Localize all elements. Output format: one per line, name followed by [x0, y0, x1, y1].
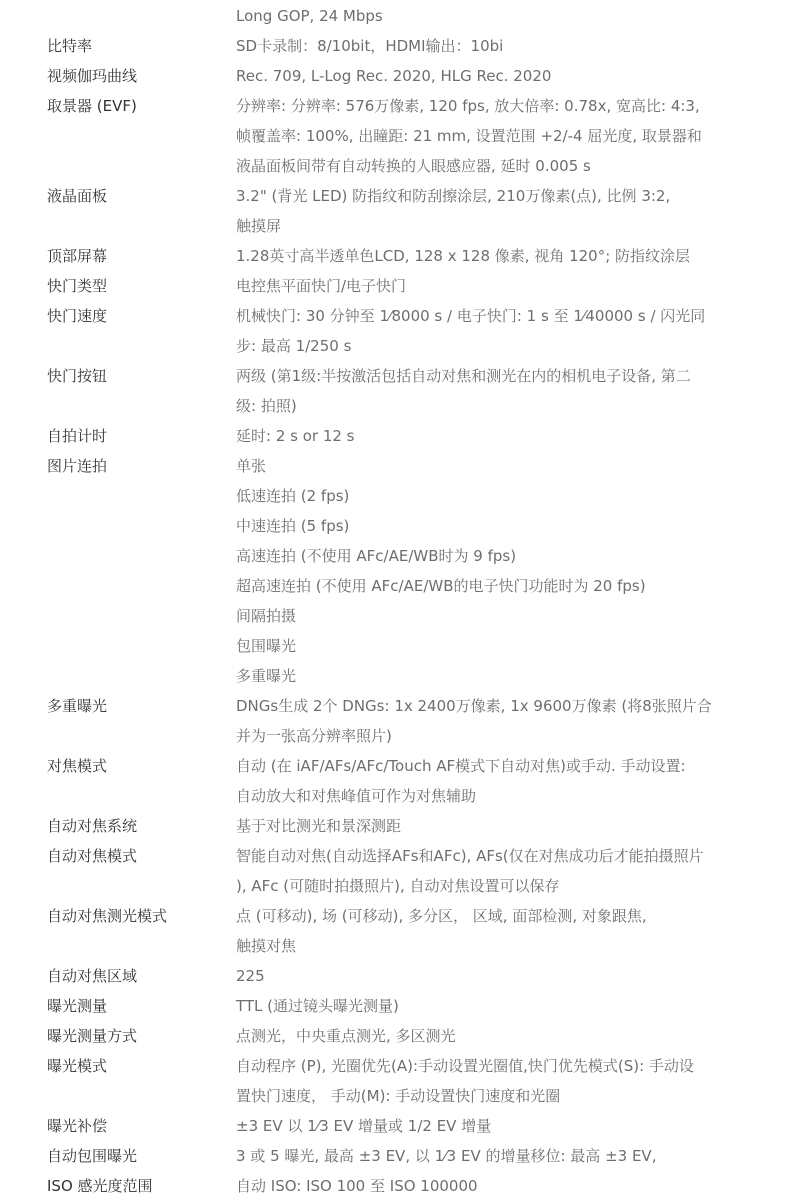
- spec-row: [0, 1051, 790, 1111]
- spec-label: 曝光测量方式: [47, 1027, 138, 1045]
- spec-value-line: 自动 (在 iAF/AFs/AFc/Touch AF模式下自动对焦)或手动. 手动设置:: [236, 757, 686, 775]
- spec-value: [236, 61, 766, 91]
- spec-value-line: SD卡录制：8/10bit，HDMI输出：10bi: [236, 37, 504, 55]
- spec-value-line: Rec. 709, L-Log Rec. 2020, HLG Rec. 2020: [236, 67, 552, 85]
- spec-value-line: 3 或 5 曝光, 最高 ±3 EV, 以 1⁄3 EV 的增量移位: 最高 ±3 EV,: [236, 1147, 657, 1165]
- spec-value-line: Long GOP, 24 Mbps: [236, 7, 383, 25]
- spec-label: 自动包围曝光: [47, 1147, 138, 1165]
- spec-row: [0, 451, 790, 691]
- spec-value: [236, 301, 766, 361]
- spec-label: 视频伽玛曲线: [47, 67, 138, 85]
- spec-value: [236, 1051, 766, 1111]
- spec-row: [0, 61, 790, 91]
- spec-value: [236, 421, 766, 451]
- spec-row: [0, 1021, 790, 1051]
- spec-value-line: ±3 EV 以 1⁄3 EV 增量或 1/2 EV 增量: [236, 1117, 492, 1135]
- spec-row: [0, 1, 790, 31]
- spec-value: [236, 1141, 766, 1171]
- spec-value-line: 间隔拍摄: [236, 607, 297, 625]
- spec-value: [236, 811, 766, 841]
- spec-value-line: 智能自动对焦(自动选择AFs和AFc), AFs(仅在对焦成功后才能拍摄照片: [236, 847, 704, 865]
- spec-row: [0, 271, 790, 301]
- spec-label: 取景器 (EVF): [47, 97, 137, 115]
- spec-value: [236, 1, 766, 31]
- spec-row: [0, 991, 790, 1021]
- spec-row: [0, 91, 790, 181]
- spec-value-line: 超高速连拍 (不使用 AFc/AE/WB的电子快门功能时为 20 fps): [236, 577, 646, 595]
- spec-label: 快门类型: [47, 277, 108, 295]
- spec-value: [236, 901, 766, 961]
- spec-value-line: 中速连拍 (5 fps): [236, 517, 350, 535]
- spec-value-line: 点测光，中央重点测光, 多区测光: [236, 1027, 456, 1045]
- spec-value-line: 自动程序 (P), 光圈优先(A):手动设置光圈值,快门优先模式(S): 手动设: [236, 1057, 694, 1075]
- spec-value-line: 机械快门: 30 分钟至 1⁄8000 s / 电子快门: 1 s 至 1⁄40000 s / 闪光同: [236, 307, 706, 325]
- spec-label: 自动对焦系统: [47, 817, 138, 835]
- spec-label: 自动对焦模式: [47, 847, 138, 865]
- spec-value-line: 单张: [236, 457, 267, 475]
- spec-value-line: 延时: 2 s or 12 s: [236, 427, 355, 445]
- spec-value-line: 包围曝光: [236, 637, 297, 655]
- spec-row: [0, 901, 790, 961]
- spec-value-line: DNGs生成 2个 DNGs: 1x 2400万像素, 1x 9600万像素 (将8张照片合: [236, 697, 712, 715]
- spec-label: 快门按钮: [47, 367, 108, 385]
- spec-value: [236, 1111, 766, 1141]
- spec-row: [0, 241, 790, 271]
- spec-label: 图片连拍: [47, 457, 108, 475]
- spec-value-line: 液晶面板间带有自动转换的人眼感应器, 延时 0.005 s: [236, 157, 591, 175]
- spec-value-line: 帧覆盖率: 100%, 出瞳距: 21 mm, 设置范围 +2/-4 屈光度, 取景器和: [236, 127, 702, 145]
- spec-value-line: 点 (可移动), 场 (可移动), 多分区， 区域, 面部检测, 对象跟焦,: [236, 907, 647, 925]
- spec-label: 曝光测量: [47, 997, 108, 1015]
- spec-value-line: 触摸屏: [236, 217, 282, 235]
- spec-row: [0, 421, 790, 451]
- spec-value: [236, 31, 766, 61]
- spec-value: [236, 961, 766, 991]
- spec-row: [0, 841, 790, 901]
- spec-value-line: TTL (通过镜头曝光测量): [236, 997, 399, 1015]
- spec-value-line: 置快门速度， 手动(M): 手动设置快门速度和光圈: [236, 1087, 561, 1105]
- spec-value: [236, 451, 766, 691]
- spec-value-line: 1.28英寸高半透单色LCD, 128 x 128 像素, 视角 120°; 防指纹涂层: [236, 247, 691, 265]
- spec-row: [0, 691, 790, 751]
- spec-row: [0, 1141, 790, 1171]
- spec-label: 自拍计时: [47, 427, 108, 445]
- spec-value: [236, 841, 766, 901]
- spec-row: [0, 1171, 790, 1201]
- spec-label: 自动对焦区域: [47, 967, 138, 985]
- spec-label: 自动对焦测光模式: [47, 907, 168, 925]
- spec-row: [0, 181, 790, 241]
- spec-value-line: 高速连拍 (不使用 AFc/AE/WB时为 9 fps): [236, 547, 517, 565]
- spec-value-line: 步: 最高 1/250 s: [236, 337, 352, 355]
- spec-row: [0, 751, 790, 811]
- spec-value: [236, 91, 766, 181]
- spec-row: [0, 961, 790, 991]
- spec-value-line: 并为一张高分辨率照片): [236, 727, 392, 745]
- spec-value-line: 3.2" (背光 LED) 防指纹和防刮擦涂层, 210万像素(点), 比例 3:2,: [236, 187, 671, 205]
- spec-label: 曝光模式: [47, 1057, 108, 1075]
- spec-value: [236, 181, 766, 241]
- spec-row: [0, 31, 790, 61]
- spec-value-line: 触摸对焦: [236, 937, 297, 955]
- spec-value-line: 低速连拍 (2 fps): [236, 487, 350, 505]
- spec-value: [236, 751, 766, 811]
- spec-value-line: 自动 ISO: ISO 100 至 ISO 100000: [236, 1177, 478, 1195]
- spec-row: [0, 361, 790, 421]
- spec-label: 曝光补偿: [47, 1117, 108, 1135]
- spec-label: 快门速度: [47, 307, 108, 325]
- spec-value: [236, 361, 766, 421]
- spec-value-line: 级: 拍照): [236, 397, 297, 415]
- spec-label: ISO 感光度范围: [47, 1177, 153, 1195]
- spec-label: 顶部屏幕: [47, 247, 108, 265]
- spec-value-line: 基于对比测光和景深测距: [236, 817, 402, 835]
- spec-row: [0, 1111, 790, 1141]
- spec-value: [236, 241, 766, 271]
- spec-value-line: 自动放大和对焦峰值可作为对焦辅助: [236, 787, 477, 805]
- spec-value: [236, 691, 766, 751]
- spec-value-line: ), AFc (可随时拍摄照片), 自动对焦设置可以保存: [236, 877, 560, 895]
- spec-label: 多重曝光: [47, 697, 108, 715]
- spec-value-line: 分辨率: 分辨率: 576万像素, 120 fps, 放大倍率: 0.78x, 宽高比: 4:3,: [236, 97, 700, 115]
- spec-value-line: 电控焦平面快门/电子快门: [236, 277, 407, 295]
- spec-label: 液晶面板: [47, 187, 108, 205]
- spec-row: [0, 811, 790, 841]
- spec-value-line: 两级 (第1级:半按激活包括自动对焦和测光在内的相机电子设备, 第二: [236, 367, 691, 385]
- spec-label: 对焦模式: [47, 757, 108, 775]
- spec-label: 比特率: [47, 37, 93, 55]
- spec-value: [236, 991, 766, 1021]
- spec-value-line: 225: [236, 967, 265, 985]
- spec-value: [236, 1171, 766, 1201]
- spec-row: [0, 301, 790, 361]
- spec-value: [236, 1021, 766, 1051]
- spec-value: [236, 271, 766, 301]
- spec-value-line: 多重曝光: [236, 667, 297, 685]
